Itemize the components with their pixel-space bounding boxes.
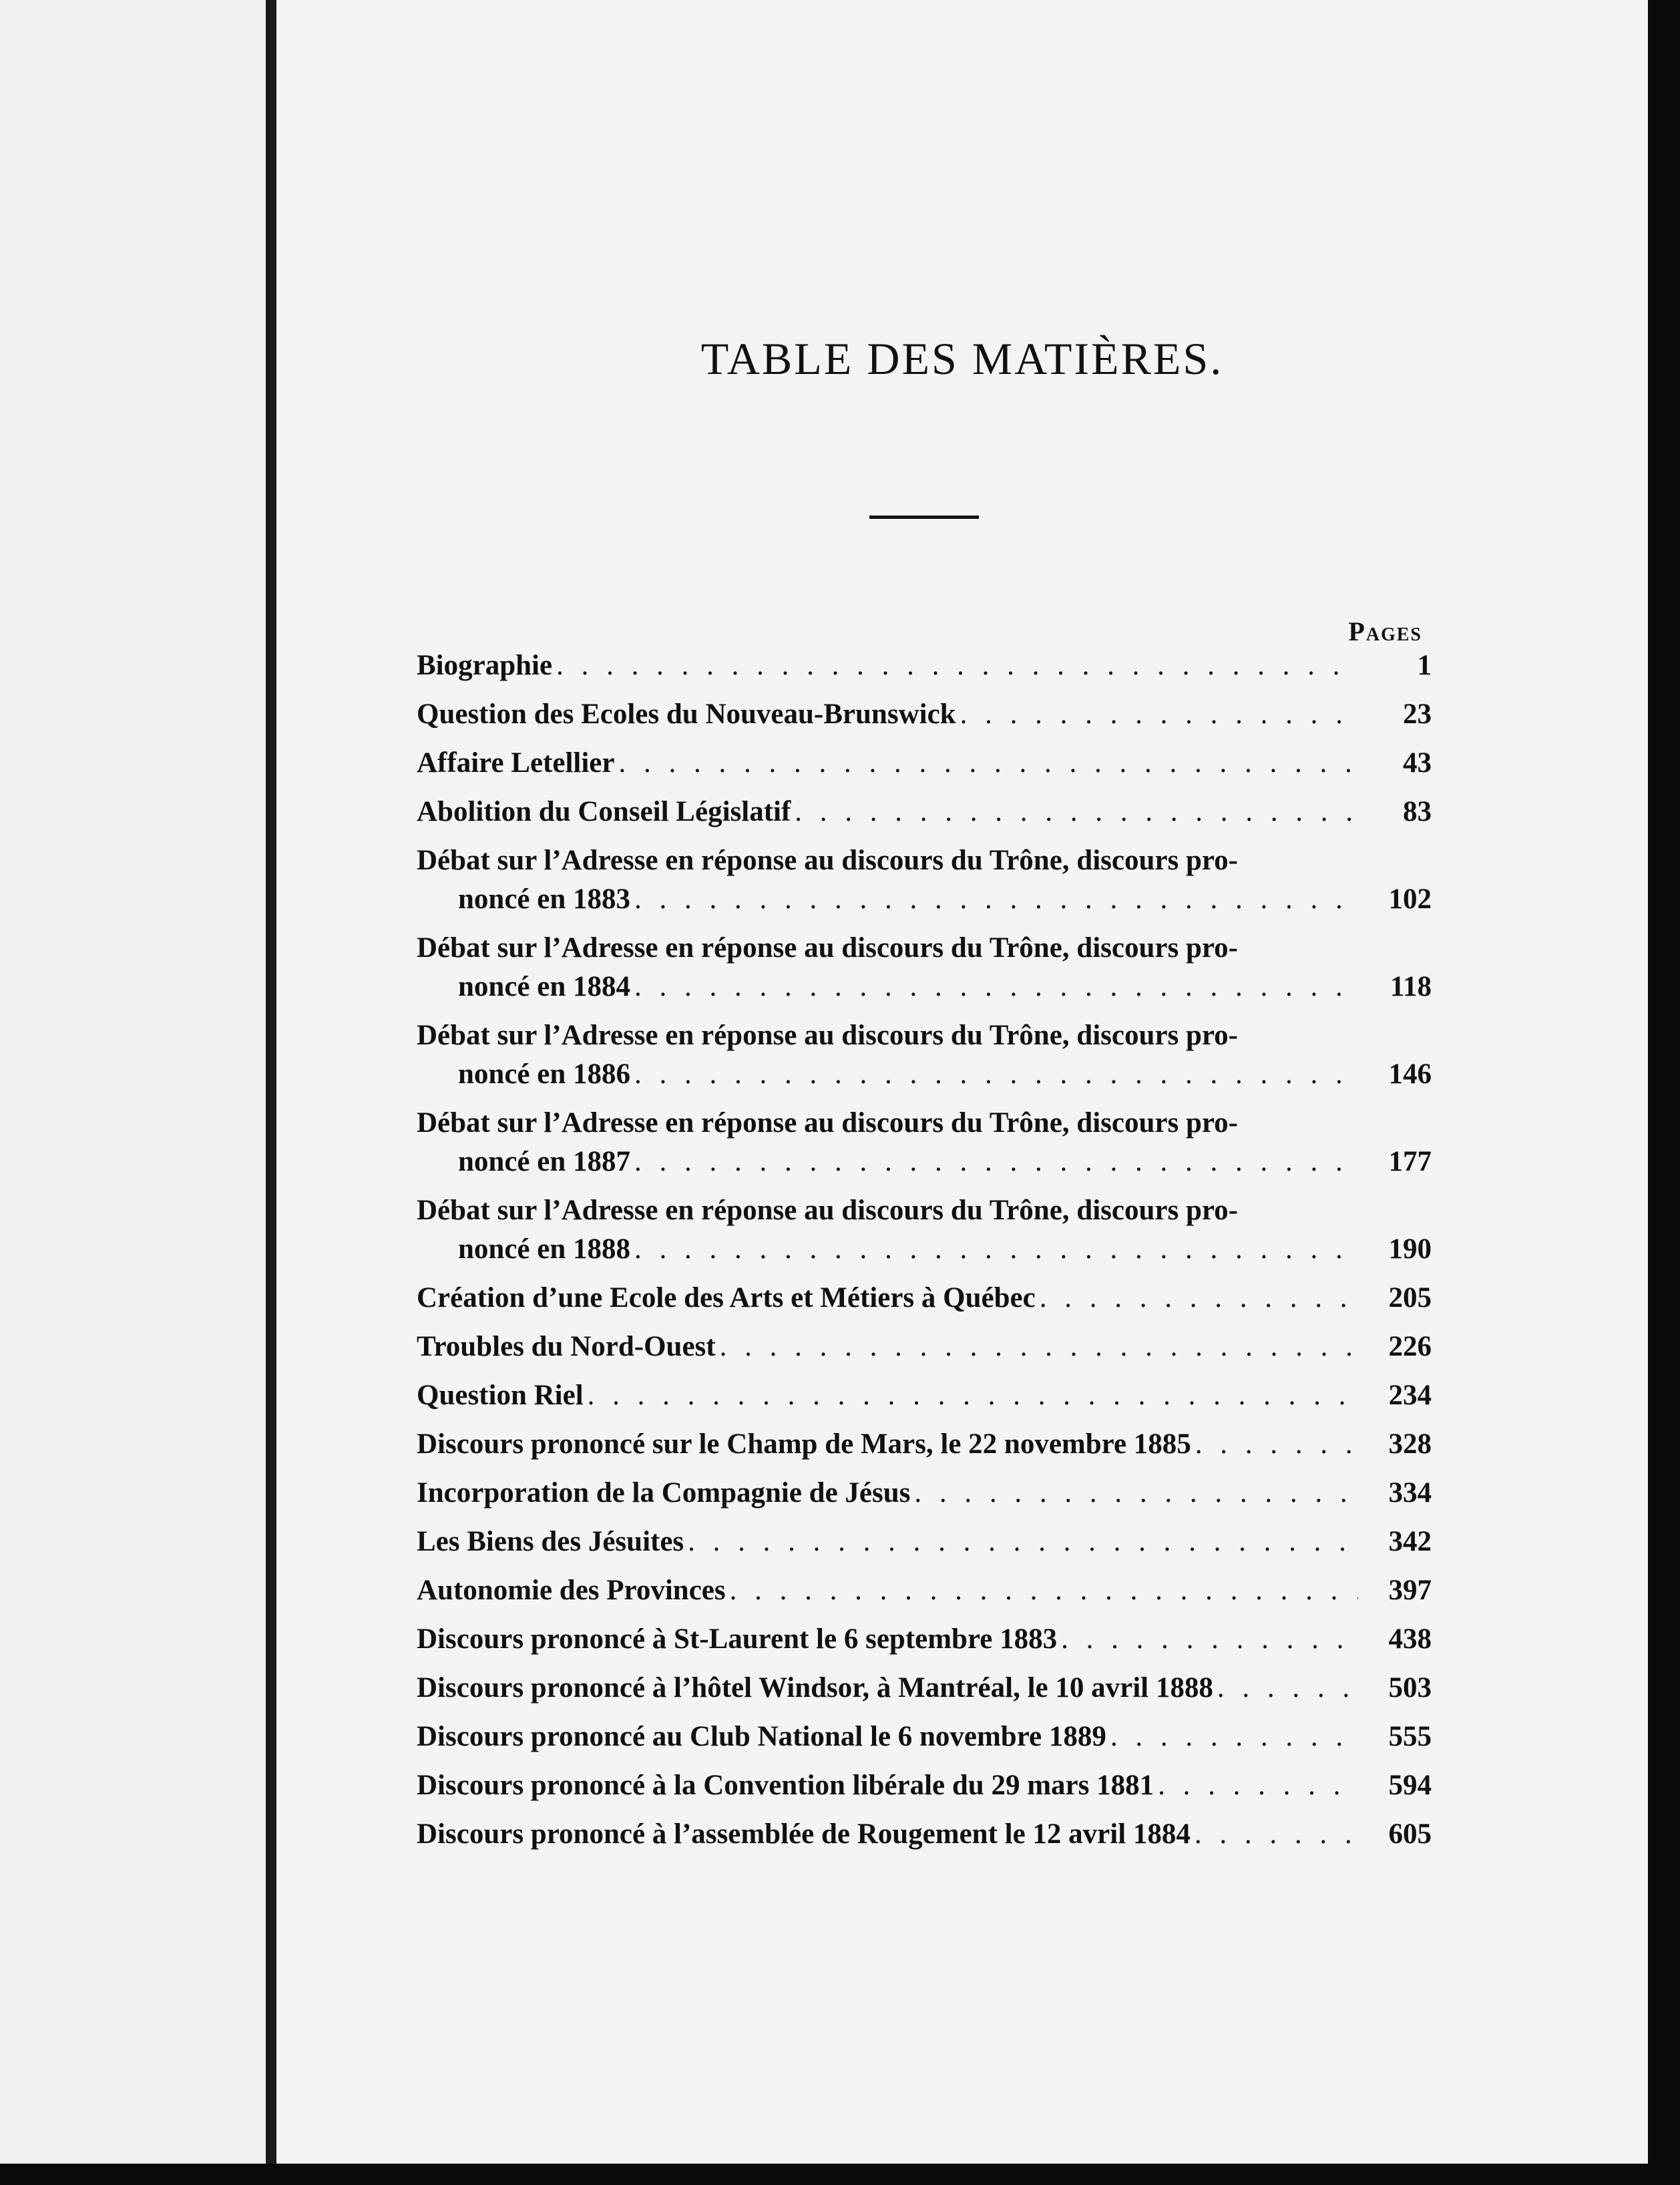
toc-entry-title-cont: noncé en 1887 (458, 1146, 630, 1177)
toc-entry (417, 744, 1432, 783)
toc-entry-title-cont: noncé en 1884 (458, 971, 630, 1002)
scan-border-bottom (0, 2164, 1680, 2185)
toc-entry-line (417, 1279, 1358, 1318)
title-rule (869, 516, 979, 519)
page-title: TABLE DES MATIÈRES. (700, 333, 1224, 384)
toc-entry-line (417, 1718, 1358, 1756)
toc-entry (417, 793, 1432, 831)
toc-entry-line (417, 1766, 1358, 1805)
dot-leader (1040, 1279, 1358, 1318)
dot-leader (634, 1143, 1358, 1181)
toc-page-number: 23 (1403, 699, 1432, 730)
dot-leader (1110, 1718, 1358, 1756)
toc-entry-title: Abolition du Conseil Législatif (417, 796, 791, 827)
toc-entry-title: Discours prononcé au Club National le 6 novembre 1889 (417, 1721, 1106, 1752)
toc-entry-line (417, 744, 1358, 783)
toc-entry (417, 1328, 1432, 1366)
book-gutter (266, 0, 276, 2164)
toc-page-number: 118 (1390, 971, 1432, 1002)
toc-page (276, 0, 1648, 2164)
toc-entry-title: Incorporation de la Compagnie de Jésus (417, 1477, 911, 1509)
toc-entry-line (417, 1669, 1358, 1708)
toc-entry-continuation (417, 968, 1358, 1006)
dot-leader (688, 1523, 1358, 1561)
toc-entry-continuation (417, 1055, 1358, 1094)
toc-page-number: 190 (1388, 1233, 1432, 1265)
toc-page-number: 342 (1388, 1526, 1432, 1557)
dot-leader (588, 1376, 1358, 1415)
toc-page-number: 503 (1388, 1672, 1432, 1704)
toc-entry-title: Discours prononcé à l’assemblée de Rougement le 12 avril 1884 (417, 1818, 1191, 1850)
toc-page-number: 43 (1403, 747, 1432, 779)
toc-entry (417, 646, 1432, 685)
toc-entry-title: Débat sur l’Adresse en réponse au discours du Trône, discours pro- (417, 1020, 1238, 1051)
toc-entry-line (417, 1523, 1358, 1561)
toc-entry-title: Débat sur l’Adresse en réponse au discours du Trône, discours pro- (417, 932, 1238, 964)
toc-entry-line (417, 646, 1358, 685)
toc-entry (417, 1376, 1432, 1415)
dot-leader (1158, 1766, 1358, 1805)
toc-entry-line (417, 1620, 1358, 1659)
dot-leader (634, 880, 1358, 919)
toc-entry-title: Discours prononcé à l’hôtel Windsor, à Mantréal, le 10 avril 1888 (417, 1672, 1213, 1704)
toc-entry (417, 1620, 1432, 1659)
toc-entry-title: Affaire Letellier (417, 747, 615, 779)
toc-entry-title-cont: noncé en 1888 (458, 1233, 630, 1265)
toc-page-number: 205 (1388, 1282, 1432, 1314)
toc-entry-line (417, 1571, 1358, 1610)
toc-page-number: 83 (1403, 796, 1432, 827)
toc-entry-title: Biographie (417, 650, 553, 681)
toc-entry (417, 841, 1432, 919)
toc-entry (417, 1571, 1432, 1610)
toc-entry (417, 1669, 1432, 1708)
toc-entry (417, 1718, 1432, 1756)
toc-entry-title: Les Biens des Jésuites (417, 1526, 684, 1557)
toc-entry (417, 1815, 1432, 1854)
toc-entry-title: Débat sur l’Adresse en réponse au discours du Trône, discours pro- (417, 1107, 1238, 1139)
scan-border-right (1648, 0, 1680, 2185)
toc-entry (417, 1016, 1432, 1094)
toc-entry-continuation (417, 1143, 1358, 1181)
dot-leader (795, 793, 1358, 831)
toc-entry-title: Autonomie des Provinces (417, 1575, 726, 1606)
toc-entry (417, 1766, 1432, 1805)
toc-page-number: 234 (1388, 1380, 1432, 1411)
toc-entry-line (417, 1815, 1358, 1854)
dot-leader (1217, 1669, 1358, 1708)
dot-leader (556, 646, 1358, 685)
toc-page-number: 226 (1388, 1331, 1432, 1362)
toc-entry-line (417, 1376, 1358, 1415)
facing-page-edge (0, 0, 266, 2164)
toc-entry-title-cont: noncé en 1886 (458, 1058, 630, 1090)
dot-leader (634, 1230, 1358, 1269)
dot-leader (730, 1571, 1358, 1610)
toc-page-number: 1 (1417, 650, 1432, 681)
toc-entry-continuation (417, 880, 1358, 919)
dot-leader (1195, 1425, 1358, 1464)
toc-entry-title-cont: noncé en 1883 (458, 883, 630, 915)
toc-entry (417, 1474, 1432, 1513)
toc-entry (417, 1425, 1432, 1464)
toc-entry (417, 1279, 1432, 1318)
toc-page-number: 177 (1388, 1146, 1432, 1177)
toc-page-number: 102 (1388, 883, 1432, 915)
toc-entry-title: Troubles du Nord-Ouest (417, 1331, 716, 1362)
toc-page-number: 146 (1388, 1058, 1432, 1090)
toc-entry-line (417, 1425, 1358, 1464)
toc-entry-continuation (417, 1230, 1358, 1269)
toc-list (417, 646, 1432, 1864)
pages-column-header: Pages (1348, 616, 1422, 646)
dot-leader (618, 744, 1358, 783)
toc-entry-line (417, 695, 1358, 734)
toc-entry (417, 1104, 1432, 1181)
dot-leader (634, 1055, 1358, 1094)
dot-leader (720, 1328, 1358, 1366)
dot-leader (914, 1474, 1358, 1513)
toc-entry-title: Création d’une Ecole des Arts et Métiers à Québec (417, 1282, 1036, 1314)
toc-page-number: 397 (1388, 1575, 1432, 1606)
toc-entry-title: Discours prononcé sur le Champ de Mars, le 22 novembre 1885 (417, 1428, 1191, 1460)
toc-entry-line (417, 1328, 1358, 1366)
toc-entry (417, 1523, 1432, 1561)
toc-page-number: 594 (1388, 1770, 1432, 1801)
toc-entry (417, 929, 1432, 1006)
toc-entry-title: Discours prononcé à St-Laurent le 6 septembre 1883 (417, 1623, 1058, 1655)
toc-page-number: 328 (1388, 1428, 1432, 1460)
toc-entry-title: Débat sur l’Adresse en réponse au discours du Trône, discours pro- (417, 1195, 1238, 1226)
toc-entry-title: Question des Ecoles du Nouveau-Brunswick (417, 699, 956, 730)
toc-entry-title: Question Riel (417, 1380, 584, 1411)
toc-entry-line (417, 793, 1358, 831)
toc-entry (417, 1191, 1432, 1269)
dot-leader (634, 968, 1358, 1006)
toc-page-number: 438 (1388, 1623, 1432, 1655)
dot-leader (1195, 1815, 1358, 1854)
toc-page-number: 334 (1388, 1477, 1432, 1509)
dot-leader (960, 695, 1358, 734)
toc-entry-title: Discours prononcé à la Convention libérale du 29 mars 1881 (417, 1770, 1154, 1801)
toc-entry (417, 695, 1432, 734)
toc-entry-line (417, 1474, 1358, 1513)
dot-leader (1061, 1620, 1358, 1659)
toc-page-number: 605 (1388, 1818, 1432, 1850)
toc-entry-title: Débat sur l’Adresse en réponse au discours du Trône, discours pro- (417, 845, 1238, 876)
toc-page-number: 555 (1388, 1721, 1432, 1752)
